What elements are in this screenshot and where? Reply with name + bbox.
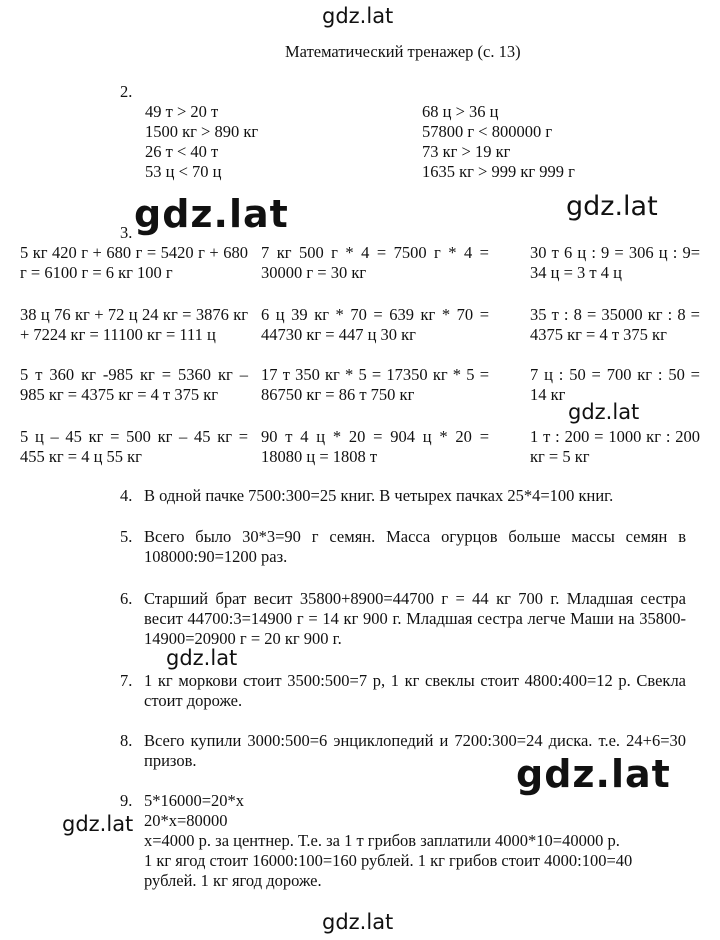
watermark-right-upper: gdz.lat [566, 191, 658, 222]
task-number: 8. [120, 731, 133, 750]
comparison: 57800 г < 800000 г [422, 122, 553, 141]
grid-cell: 7 кг 500 г * 4 = 7500 г * 4 = 30000 г = 30 кг [261, 243, 489, 282]
task-number: 4. [120, 486, 133, 505]
grid-cell: 38 ц 76 кг + 72 ц 24 кг = 3876 кг + 7224 кг = 11100 кг = 111 ц [20, 305, 248, 344]
equation-line: 5*16000=20*х [144, 791, 245, 810]
grid-cell: 5 ц – 45 кг = 500 кг – 45 кг = 455 кг = 4 ц 55 кг [20, 427, 248, 466]
comparison: 68 ц > 36 ц [422, 102, 499, 121]
grid-cell: 5 кг 420 г + 680 г = 5420 г + 680 г = 6100 г = 6 кг 100 г [20, 243, 248, 282]
task2-right-column [422, 102, 575, 182]
comparison: 1635 кг > 999 кг 999 г [422, 162, 575, 181]
solution-line: рублей. 1 кг ягод дороже. [144, 871, 322, 890]
watermark-table-mid: gdz.lat [568, 400, 640, 424]
grid-cell: 17 т 350 кг * 5 = 17350 кг * 5 = 86750 кг = 86 т 750 кг [261, 365, 489, 404]
solution-line: х=4000 р. за центнер. Т.е. за 1 т грибов заплатили 4000*10=40000 р. [144, 831, 620, 850]
grid-cell: 35 т : 8 = 35000 кг : 8 = 4375 кг = 4 т 375 кг [530, 305, 700, 344]
comparison: 26 т < 40 т [145, 142, 219, 161]
watermark-big-right: gdz.lat [516, 752, 671, 796]
grid-cell: 6 ц 39 кг * 70 = 639 кг * 70 = 44730 кг = 447 ц 30 кг [261, 305, 489, 344]
grid-cell: 5 т 360 кг -985 кг = 5360 кг – 985 кг = 4375 кг = 4 т 375 кг [20, 365, 248, 404]
task-text: Всего купили 3000:500=6 энциклопедий и 7200:300=24 диска. т.е. 24+6=30 призов. [144, 731, 686, 770]
task-text: 1 кг моркови стоит 3500:500=7 р, 1 кг свеклы стоит 4800:400=12 р. Свекла стоит дороже. [144, 671, 686, 710]
grid-cell: 90 т 4 ц * 20 = 904 ц * 20 = 18080 ц = 1808 т [261, 427, 489, 466]
grid-cell: 7 ц : 50 = 700 кг : 50 = 14 кг [530, 365, 700, 404]
task-number: 9. [120, 791, 133, 810]
equation-line: 20*х=80000 [144, 811, 228, 830]
watermark-top: gdz.lat [322, 4, 394, 28]
comparison: 53 ц < 70 ц [145, 162, 222, 181]
task-number: 6. [120, 589, 133, 608]
grid-cell: 30 т 6 ц : 9 = 306 ц : 9= 34 ц = 3 т 4 ц [530, 243, 700, 282]
watermark-bottom: gdz.lat [322, 910, 394, 934]
task-number: 7. [120, 671, 133, 690]
watermark-left-lower: gdz.lat [62, 812, 134, 836]
watermark-mid-left: gdz.lat [166, 646, 238, 670]
task-text: Всего было 30*3=90 г семян. Масса огурцов больше массы семян в 108000:90=1200 раз. [144, 527, 686, 566]
task2-number: 2. [120, 82, 133, 101]
task-text: В одной пачке 7500:300=25 книг. В четырех пачках 25*4=100 книг. [144, 486, 614, 505]
task2-left-column [145, 102, 258, 182]
comparison: 49 т > 20 т [145, 102, 219, 121]
comparison: 1500 кг > 890 кг [145, 122, 259, 141]
watermark-big-left: gdz.lat [134, 192, 289, 236]
grid-cell: 1 т : 200 = 1000 кг : 200 кг = 5 кг [530, 427, 700, 466]
task9-lines [144, 791, 686, 891]
task-number: 5. [120, 527, 133, 546]
task3-number: 3. [120, 223, 133, 242]
comparison: 73 кг > 19 кг [422, 142, 511, 161]
solution-line: 1 кг ягод стоит 16000:100=160 рублей. 1 кг грибов стоит 4000:100=40 [144, 851, 633, 870]
page-title: Математический тренажер (с. 13) [285, 42, 521, 61]
task-text: Старший брат весит 35800+8900=44700 г = 44 кг 700 г. Младшая сестра весит 44700:3=14900 г = 14 кг 900 г. Младшая сестра легче Маши на 35800-14900=20900 г = 20 кг 900 г. [144, 589, 686, 648]
